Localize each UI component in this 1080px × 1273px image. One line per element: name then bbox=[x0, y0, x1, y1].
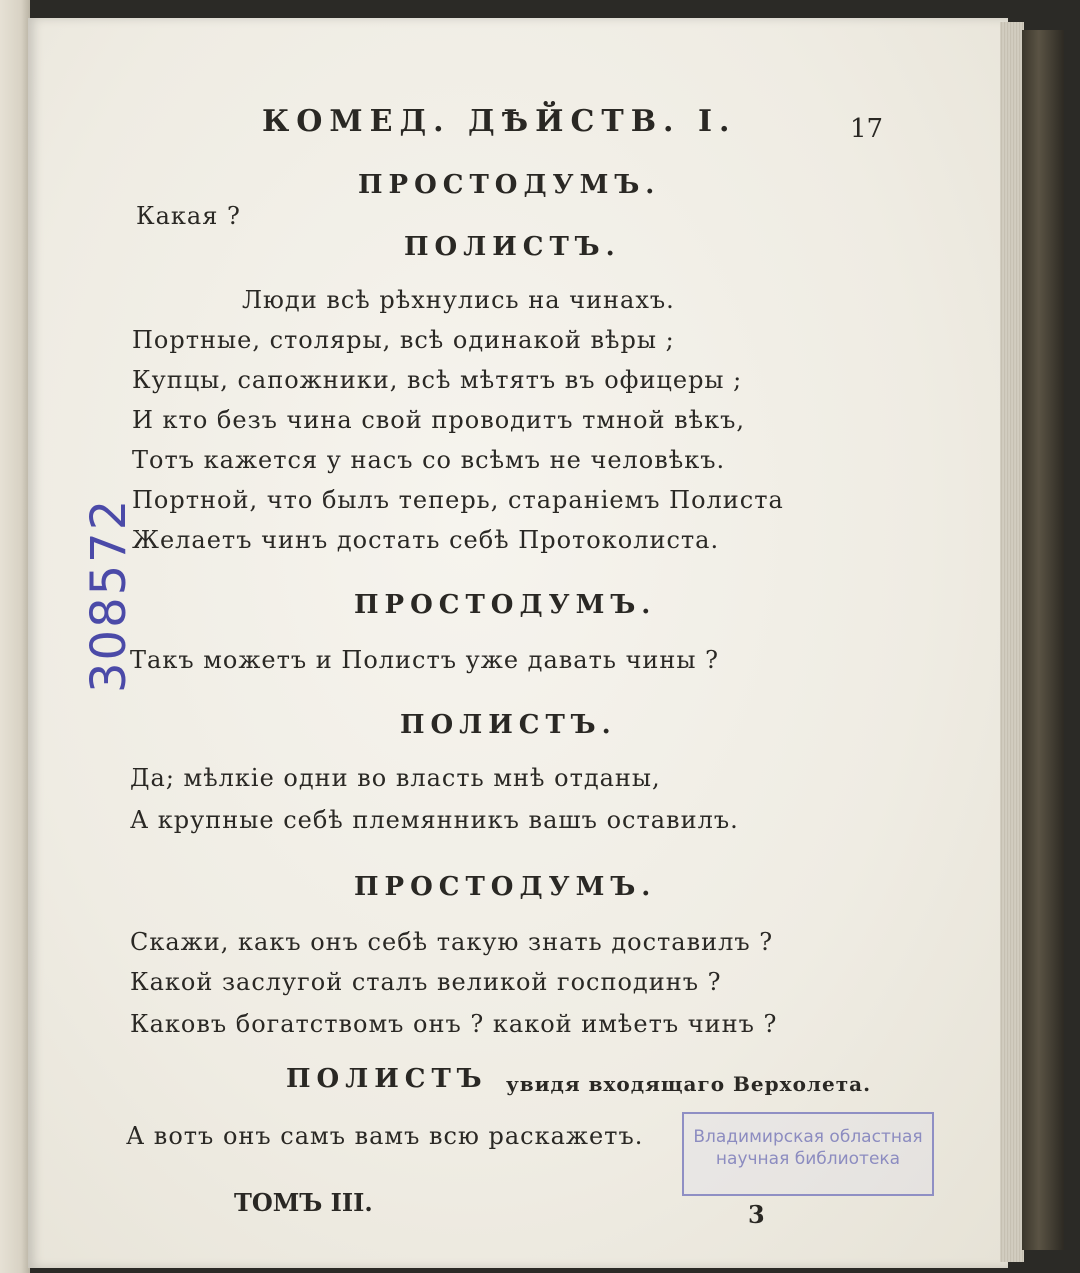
verse-line: И кто безъ чина свой проводитъ тмной вѣкъ, bbox=[132, 406, 745, 434]
speaker-name: ПОЛИСТЪ. bbox=[404, 232, 621, 262]
speaker-name: ПРОСТОДУМЪ. bbox=[354, 590, 657, 620]
speaker-name: ПРОСТОДУМЪ. bbox=[354, 872, 657, 902]
speaker-name: ПРОСТОДУМЪ. bbox=[358, 170, 661, 200]
verse-line: Каковъ богатствомъ онъ ? какой имѣетъ чинъ ? bbox=[130, 1010, 778, 1038]
running-head: КОМЕД. ДѢЙСТВ. I. bbox=[262, 104, 737, 139]
stage-direction: увидя входящаго Верхолета. bbox=[506, 1072, 872, 1096]
verse-line: А крупные себѣ племянникъ вашъ оставилъ. bbox=[130, 806, 739, 834]
speaker-name: ПОЛИСТЪ. bbox=[400, 710, 617, 740]
verse-line: Какой заслугой сталъ великой господинъ ? bbox=[130, 968, 722, 996]
verse-line: Желаетъ чинъ достать себѣ Протоколиста. bbox=[132, 526, 720, 554]
book-cover-edge bbox=[1022, 30, 1064, 1250]
verse-line: Портные, столяры, всѣ одинакой вѣры ; bbox=[132, 326, 675, 354]
verse-line: Да; мѣлкіе одни во власть мнѣ отданы, bbox=[130, 764, 661, 792]
left-page-edge bbox=[0, 0, 30, 1273]
page-edges bbox=[1000, 22, 1024, 1262]
stamp-line: Владимирская областная bbox=[693, 1127, 923, 1147]
signature-mark: 3 bbox=[748, 1200, 765, 1229]
shelfmark-inscription: 308572 bbox=[81, 497, 137, 693]
verse-line: Скажи, какъ онъ себѣ такую знать доставилъ ? bbox=[130, 928, 774, 956]
volume-label: ТОМЪ III. bbox=[234, 1188, 373, 1217]
stamp-line: научная библиотека bbox=[715, 1149, 901, 1169]
verse-line: А вотъ онъ самъ вамъ всю раскажетъ. bbox=[126, 1122, 644, 1150]
speaker-name: ПОЛИСТЪ bbox=[286, 1064, 488, 1094]
verse-line: Люди всѣ рѣхнулись на чинахъ. bbox=[242, 286, 675, 314]
page-number: 17 bbox=[850, 114, 884, 144]
verse-line: Какая ? bbox=[136, 202, 241, 230]
library-stamp bbox=[682, 1112, 934, 1196]
verse-line: Такъ можетъ и Полистъ уже давать чины ? bbox=[130, 646, 720, 674]
verse-line: Купцы, сапожники, всѣ мѣтятъ въ офицеры ; bbox=[132, 366, 743, 394]
verse-line: Портной, что былъ теперь, стараніемъ Полиста bbox=[132, 486, 784, 514]
verse-line: Тотъ кажется у насъ со всѣмъ не человѣкъ. bbox=[132, 446, 726, 474]
